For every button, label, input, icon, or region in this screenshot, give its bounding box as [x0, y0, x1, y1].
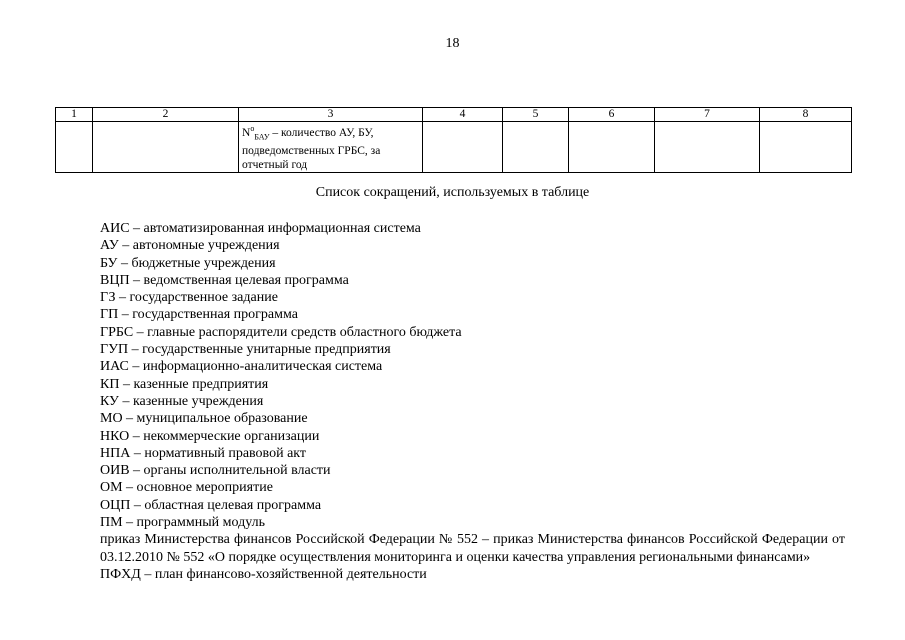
- indicator-table: [55, 107, 852, 173]
- table-row: [56, 122, 852, 173]
- indicator-cell: [239, 122, 423, 173]
- table-cell: [423, 122, 503, 173]
- column-header: 6: [569, 108, 655, 122]
- abbreviation-item: НКО – некоммерческие организации: [100, 428, 320, 444]
- column-header: 1: [56, 108, 93, 122]
- column-header: 7: [655, 108, 760, 122]
- indicator-symbol: [242, 124, 270, 142]
- abbreviation-item: ОИВ – органы исполнительной власти: [100, 463, 331, 479]
- abbreviation-item: ГУП – государственные унитарные предприятия: [100, 342, 391, 358]
- column-header: 5: [503, 108, 569, 122]
- abbreviation-item: НПА – нормативный правовой акт: [100, 445, 307, 461]
- page-number: 18: [445, 36, 460, 51]
- column-header: 8: [760, 108, 852, 122]
- table-cell: [93, 122, 239, 173]
- abbreviation-item: КП – казенные предприятия: [100, 376, 269, 392]
- abbreviation-item: КУ – казенные учреждения: [100, 393, 264, 409]
- abbreviation-item: МО – муниципальное образование: [100, 411, 308, 427]
- table-cell: [569, 122, 655, 173]
- indicator-superscript: о: [250, 124, 255, 133]
- abbreviation-item: ОЦП – областная целевая программа: [100, 497, 322, 513]
- table-cell: [56, 122, 93, 173]
- table-header-row: [56, 108, 852, 122]
- indicator-description: – количество АУ, БУ, подведомственных ГРБС, за отчетный год: [242, 126, 381, 172]
- table-cell: [503, 122, 569, 173]
- section-title: Список сокращений, используемых в таблице: [315, 185, 590, 200]
- abbreviation-item: ПМ – программный модуль: [100, 515, 265, 531]
- abbreviation-list: [100, 220, 845, 583]
- abbreviation-item: БУ – бюджетные учреждения: [100, 255, 276, 271]
- abbreviation-item: ПФХД – план финансово-хозяйственной деятельности: [100, 566, 427, 582]
- abbreviation-item: ВЦП – ведомственная целевая программа: [100, 272, 349, 288]
- abbreviation-item: ГЗ – государственное задание: [100, 290, 278, 306]
- column-header: 2: [93, 108, 239, 122]
- table-cell: [760, 122, 852, 173]
- indicator-base: N: [242, 126, 251, 139]
- abbreviation-item: АУ – автономные учреждения: [100, 238, 280, 254]
- column-header: 4: [423, 108, 503, 122]
- abbreviation-item: приказ Министерства финансов Российской Федерации № 552 – приказ Министерства финансов Российской Федерации от 03.12.2010 № 552 «О порядке осуществления мониторинга и оценки качества управления региональными финансами»: [100, 532, 845, 565]
- indicator-subscript: БАУ: [254, 132, 270, 142]
- column-header: 3: [239, 108, 423, 122]
- abbreviation-item: ИАС – информационно-аналитическая система: [100, 359, 383, 375]
- abbreviation-item: ГРБС – главные распорядители средств областного бюджета: [100, 324, 462, 340]
- table-cell: [655, 122, 760, 173]
- abbreviation-item: ОМ – основное мероприятие: [100, 480, 273, 496]
- abbreviation-item: ГП – государственная программа: [100, 307, 298, 323]
- abbreviation-item: АИС – автоматизированная информационная система: [100, 221, 421, 236]
